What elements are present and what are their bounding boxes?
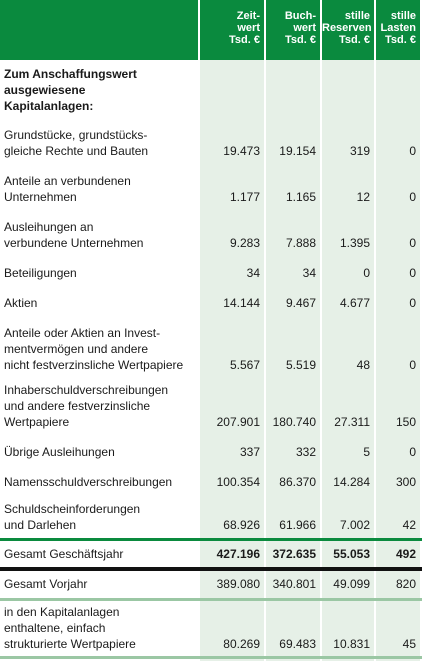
buchwert-cell: 180.740 [272, 415, 316, 429]
reserven-cell: 10.831 [333, 637, 370, 651]
reserven-cell: 49.099 [333, 577, 370, 591]
header-text: Buch- [284, 10, 316, 22]
total-prior-label: Gesamt Vorjahr [4, 577, 88, 591]
header-text: stille [344, 10, 370, 22]
lasten-cell: 0 [409, 296, 416, 310]
zeitwert-cell: 9.283 [229, 236, 260, 250]
lasten-cell: 0 [409, 190, 416, 204]
header-text: wert [293, 22, 316, 34]
header-text: wert [237, 22, 260, 34]
buchwert-cell: 5.519 [285, 358, 316, 372]
header-text: Tsd. € [229, 34, 260, 46]
lasten-cell: 492 [395, 547, 416, 561]
zeitwert-cell: 1.177 [229, 190, 260, 204]
buchwert-cell: 7.888 [285, 236, 316, 250]
header-text: Reserven [322, 22, 372, 34]
lasten-cell: 0 [409, 445, 416, 459]
buchwert-cell: 372.635 [272, 547, 316, 561]
total-current-label: Gesamt Geschäftsjahr [4, 547, 124, 561]
row-label: Ausleihungen an [4, 220, 94, 234]
lasten-cell: 150 [395, 415, 416, 429]
reserven-cell: 27.311 [334, 415, 370, 429]
lasten-cell: 0 [409, 144, 416, 158]
header-stille-lasten [376, 0, 420, 60]
reserven-cell: 7.002 [339, 518, 370, 532]
reserven-cell: 5 [363, 445, 370, 459]
section-title-line: Zum Anschaffungswert [4, 67, 137, 81]
section-title-line: ausgewiesene [4, 83, 86, 97]
zeitwert-cell: 68.926 [223, 518, 260, 532]
row-label: Übrige Ausleihungen [4, 445, 115, 459]
row-label: Schuldscheinforderungen [4, 502, 141, 516]
row-label: und Darlehen [4, 518, 77, 532]
zeitwert-cell: 80.269 [223, 637, 260, 651]
reserven-cell: 12 [356, 190, 370, 204]
zeitwert-cell: 389.080 [216, 577, 260, 591]
lasten-cell: 0 [409, 236, 416, 250]
header-zeitwert [200, 0, 264, 60]
buchwert-cell: 86.370 [279, 475, 316, 489]
header-text: Tsd. € [285, 34, 316, 46]
row-label: enthaltene, einfach [4, 621, 106, 635]
reserven-cell: 0 [363, 266, 370, 280]
lasten-cell: 0 [409, 266, 416, 280]
reserven-cell: 14.284 [333, 475, 370, 489]
row-label: Anteile oder Aktien an Invest- [4, 326, 161, 340]
section-title-line: Kapitalanlagen: [4, 99, 94, 113]
header-blank-cell [0, 0, 198, 60]
header-text: Zeit- [236, 10, 260, 22]
reserven-cell: 319 [349, 144, 370, 158]
zeitwert-cell: 427.196 [216, 547, 260, 561]
reserven-cell: 1.395 [339, 236, 370, 250]
header-text: Tsd. € [339, 34, 370, 46]
lasten-cell: 0 [409, 358, 416, 372]
row-label: Namensschuldverschreibungen [4, 475, 173, 489]
row-label: Wertpapiere [4, 415, 70, 429]
prior-bottom-rule [0, 598, 422, 601]
buchwert-cell: 61.966 [279, 518, 316, 532]
buchwert-cell: 69.483 [279, 637, 316, 651]
reserven-cell: 4.677 [339, 296, 370, 310]
reserven-cell: 55.053 [333, 547, 370, 561]
table-bottom-rule [0, 656, 422, 659]
header-stille-reserven [322, 0, 374, 60]
row-label: in den Kapitalanlagen [4, 605, 120, 619]
zeitwert-cell: 19.473 [223, 144, 260, 158]
header-buchwert [266, 0, 320, 60]
lasten-cell: 300 [395, 475, 416, 489]
buchwert-cell: 1.165 [285, 190, 316, 204]
reserven-cell: 48 [356, 358, 370, 372]
buchwert-cell: 19.154 [279, 144, 316, 158]
row-label: und andere festverzinsliche [4, 399, 151, 413]
row-label: Aktien [4, 296, 38, 310]
buchwert-cell: 34 [302, 266, 316, 280]
row-label: Inhaberschuldverschreibungen [4, 383, 169, 397]
buchwert-cell: 332 [295, 445, 316, 459]
row-label: verbundene Unternehmen [4, 236, 144, 250]
row-label: Grundstücke, grundstücks- [4, 128, 148, 142]
lasten-cell: 45 [402, 637, 416, 651]
zeitwert-cell: 34 [246, 266, 260, 280]
header-text: stille [390, 10, 416, 22]
lasten-cell: 42 [402, 518, 416, 532]
header-text: Tsd. € [385, 34, 416, 46]
row-label: nicht festverzinsliche Wertpapiere [4, 358, 184, 372]
lasten-cell: 820 [395, 577, 416, 591]
row-label: gleiche Rechte und Bauten [4, 144, 149, 158]
zeitwert-cell: 207.901 [216, 415, 260, 429]
row-label: Anteile an verbundenen [4, 174, 131, 188]
total-top-rule [0, 538, 422, 541]
zeitwert-cell: 14.144 [223, 296, 260, 310]
buchwert-cell: 340.801 [272, 577, 316, 591]
zeitwert-cell: 337 [239, 445, 260, 459]
header-text: Lasten [380, 22, 416, 34]
row-label: mentvermögen und andere [4, 342, 149, 356]
buchwert-cell: 9.467 [285, 296, 316, 310]
row-label: strukturierte Wertpapiere [4, 637, 136, 651]
zeitwert-cell: 5.567 [229, 358, 260, 372]
row-label: Unternehmen [4, 190, 77, 204]
row-label: Beteiligungen [4, 266, 77, 280]
zeitwert-cell: 100.354 [216, 475, 260, 489]
total-bottom-rule [0, 567, 422, 571]
